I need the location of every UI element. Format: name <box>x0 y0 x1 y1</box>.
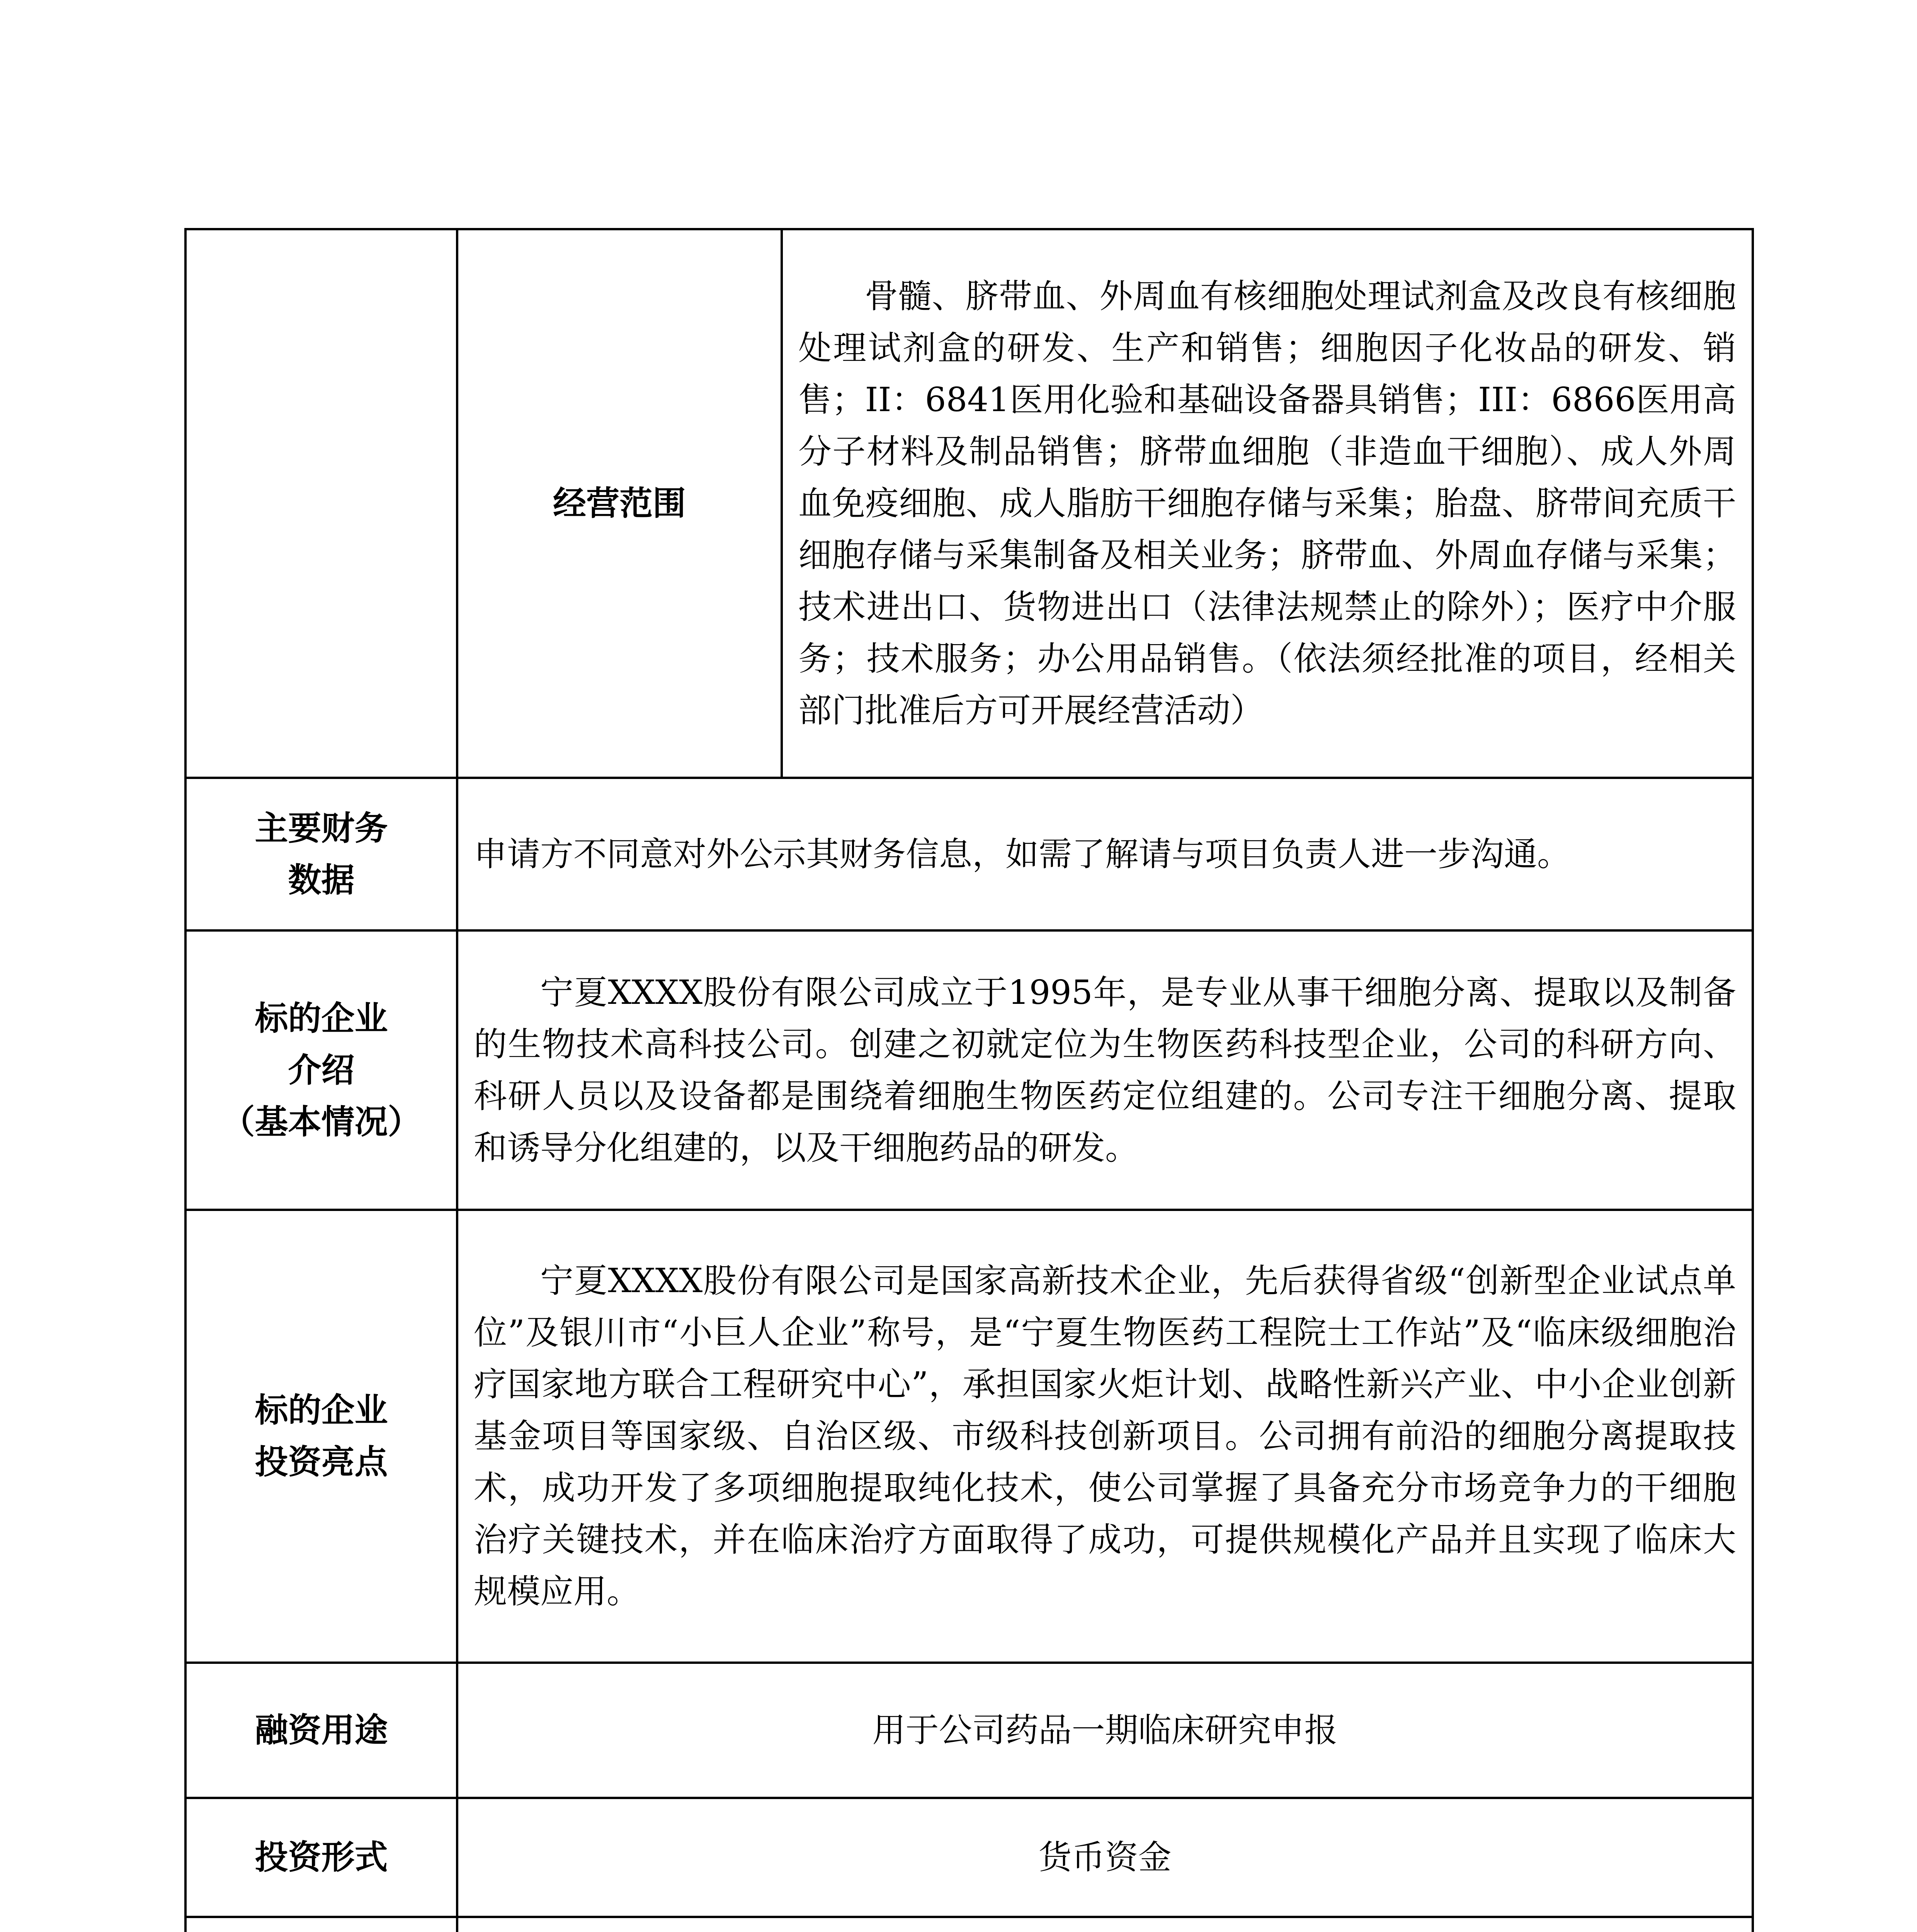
label-line: 数据 <box>288 860 355 900</box>
row-label-financing-use <box>185 1663 457 1798</box>
table-row-investment-form <box>185 1798 1753 1917</box>
row-label-investment-form <box>185 1798 457 1917</box>
row-label-payment-timing <box>185 1917 457 1932</box>
table-row-financial-data <box>185 778 1753 930</box>
investment-form-value: 货币资金 <box>457 1798 1753 1917</box>
row-label-business-scope: 经营范围 <box>457 229 782 778</box>
table-row-business-scope <box>185 229 1753 778</box>
financial-data-value: 申请方不同意对外公示其财务信息，如需了解请与项目负责人进一步沟通。 <box>457 778 1753 930</box>
row-label-investment-highlights <box>185 1210 457 1663</box>
table-row-investment-highlights <box>185 1210 1753 1663</box>
label-line: 投资形式 <box>255 1838 388 1877</box>
investment-highlights-value: 宁夏XXXX股份有限公司是国家高新技术企业，先后获得省级“创新型企业试点单位”及银川市“小巨人企业”称号，是“宁夏生物医药工程院士工作站”及“临床级细胞治疗国家地方联合工程研究中心”，承担国家火炬计划、战略性新兴产业、中小企业创新基金项目等国家级、自治区级、市级科技创新项目。公司拥有前沿的细胞分离提取技术，成功开发了多项细胞提取纯化技术，使公司掌握了具备充分市场竞争力的干细胞治疗关键技术，并在临床治疗方面取得了成功，可提供规模化产品并且实现了临床大规模应用。 <box>457 1210 1753 1663</box>
label-line: 介绍 <box>288 1050 355 1090</box>
row-label-financial-data <box>185 778 457 930</box>
label-line: （基本情况） <box>221 1102 421 1141</box>
table-row-company-intro <box>185 930 1753 1210</box>
payment-timing-value <box>457 1917 1753 1932</box>
project-info-table <box>184 228 1754 1932</box>
label-line: 投资亮点 <box>255 1442 388 1481</box>
label-line: 主要财务 <box>255 808 388 848</box>
business-scope-value: 骨髓、脐带血、外周血有核细胞处理试剂盒及改良有核细胞处理试剂盒的研发、生产和销售；细胞因子化妆品的研发、销售；II：6841医用化验和基础设备器具销售；III：6866医用高分子材料及制品销售；脐带血细胞（非造血干细胞）、成人外周血免疫细胞、成人脂肪干细胞存储与采集；胎盘、脐带间充质干细胞存储与采集制备及相关业务；脐带血、外周血存储与采集；技术进出口、货物进出口（法律法规禁止的除外）；医疗中介服务；技术服务；办公用品销售。（依法须经批准的项目，经相关部门批准后方可开展经营活动） <box>782 229 1753 778</box>
row-label-empty <box>185 229 457 778</box>
company-intro-value: 宁夏XXXX股份有限公司成立于1995年，是专业从事干细胞分离、提取以及制备的生物技术高科技公司。创建之初就定位为生物医药科技型企业，公司的科研方向、科研人员以及设备都是围绕着细胞生物医药定位组建的。公司专注干细胞分离、提取和诱导分化组建的，以及干细胞药品的研发。 <box>457 930 1753 1210</box>
financing-use-value: 用于公司药品一期临床研究申报 <box>457 1663 1753 1798</box>
table-row-financing-use <box>185 1663 1753 1798</box>
table-row-payment-timing <box>185 1917 1753 1932</box>
label-line: 标的企业 <box>255 1391 388 1430</box>
label-line: 融资用途 <box>255 1711 388 1750</box>
row-label-company-intro <box>185 930 457 1210</box>
label-line: 标的企业 <box>255 998 388 1038</box>
